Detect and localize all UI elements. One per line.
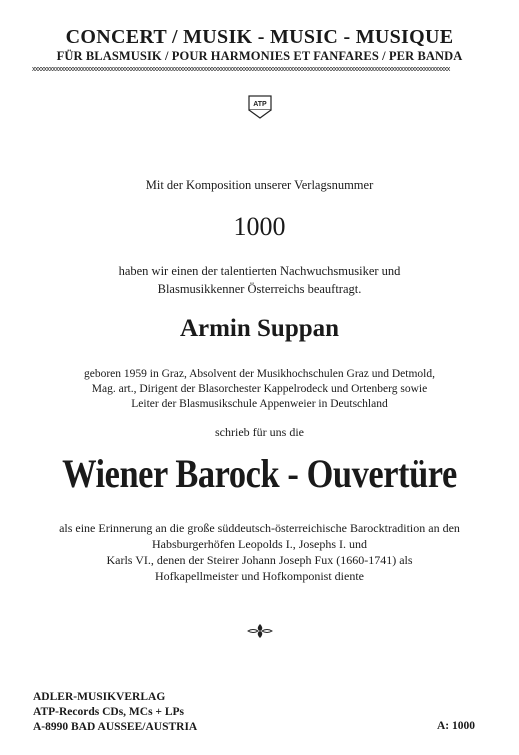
publisher-line: ATP-Records CDs, MCs + LPs	[33, 706, 185, 718]
publisher-logo-icon	[248, 95, 272, 119]
publisher-line: A-8990 BAD AUSSEE/AUSTRIA	[33, 721, 198, 733]
header-subtitle: FÜR BLASMUSIK / POUR HARMONIES ET FANFARES / PER BANDA	[56, 49, 463, 63]
assignment-text	[0, 262, 519, 298]
header-title: CONCERT / MUSIK - MUSIC - MUSIQUE	[65, 26, 454, 48]
publisher-address	[33, 690, 197, 735]
dedication-text	[0, 520, 519, 584]
intro-text: Mit der Komposition unserer Verlagsnummer	[145, 178, 374, 192]
work-title: Wiener Barock - Ouvertüre	[62, 451, 457, 496]
dedication-line: Karls VI., denen der Steirer Johann Joseph Fux (1660-1741) als	[106, 553, 413, 567]
composer-bio	[0, 367, 519, 412]
bio-line: geboren 1959 in Graz, Absolvent der Musikhochschulen Graz und Detmold,	[84, 368, 435, 380]
assignment-line: haben wir einen der talentierten Nachwuchsmusiker und	[118, 264, 401, 278]
publisher-line: ADLER-MUSIKVERLAG	[33, 691, 166, 703]
dedication-line: Hofkapellmeister und Hofkomponist diente	[155, 569, 364, 583]
catalog-number: 1000	[233, 212, 286, 241]
svg-text:ATP: ATP	[253, 101, 267, 108]
ornament-icon	[247, 623, 273, 639]
dedication-line: als eine Erinnerung an die große süddeutsch-österreichische Barocktradition an den	[59, 521, 460, 535]
composer-name: Armin Suppan	[179, 315, 340, 342]
dedication-line: Habsburgerhöfen Leopolds I., Josephs I. und	[151, 537, 368, 551]
bio-line: Mag. art., Dirigent der Blasorchester Kappelrodeck und Ortenberg sowie	[91, 383, 428, 395]
bio-line: Leiter der Blasmusikschule Appenweier in Deutschland	[131, 398, 388, 410]
catalog-code: A: 1000	[437, 720, 476, 732]
header-divider: xxxxxxxxxxxxxxxxxxxxxxxxxxxxxxxxxxxxxxxxxxxxxxxxxxxxxxxxxxxxxxxxxxxxxxxxxxxxxxxxxxxxxxxxxxxxxxxxxxxxxxxxxxxxxxxxxxxxxxxxxxxxxxxxxxxxxxxxxxxxxxxx	[32, 66, 450, 73]
assignment-line: Blasmusikkenner Österreichs beauftragt.	[157, 282, 362, 296]
wrote-text: schrieb für uns die	[215, 425, 304, 439]
